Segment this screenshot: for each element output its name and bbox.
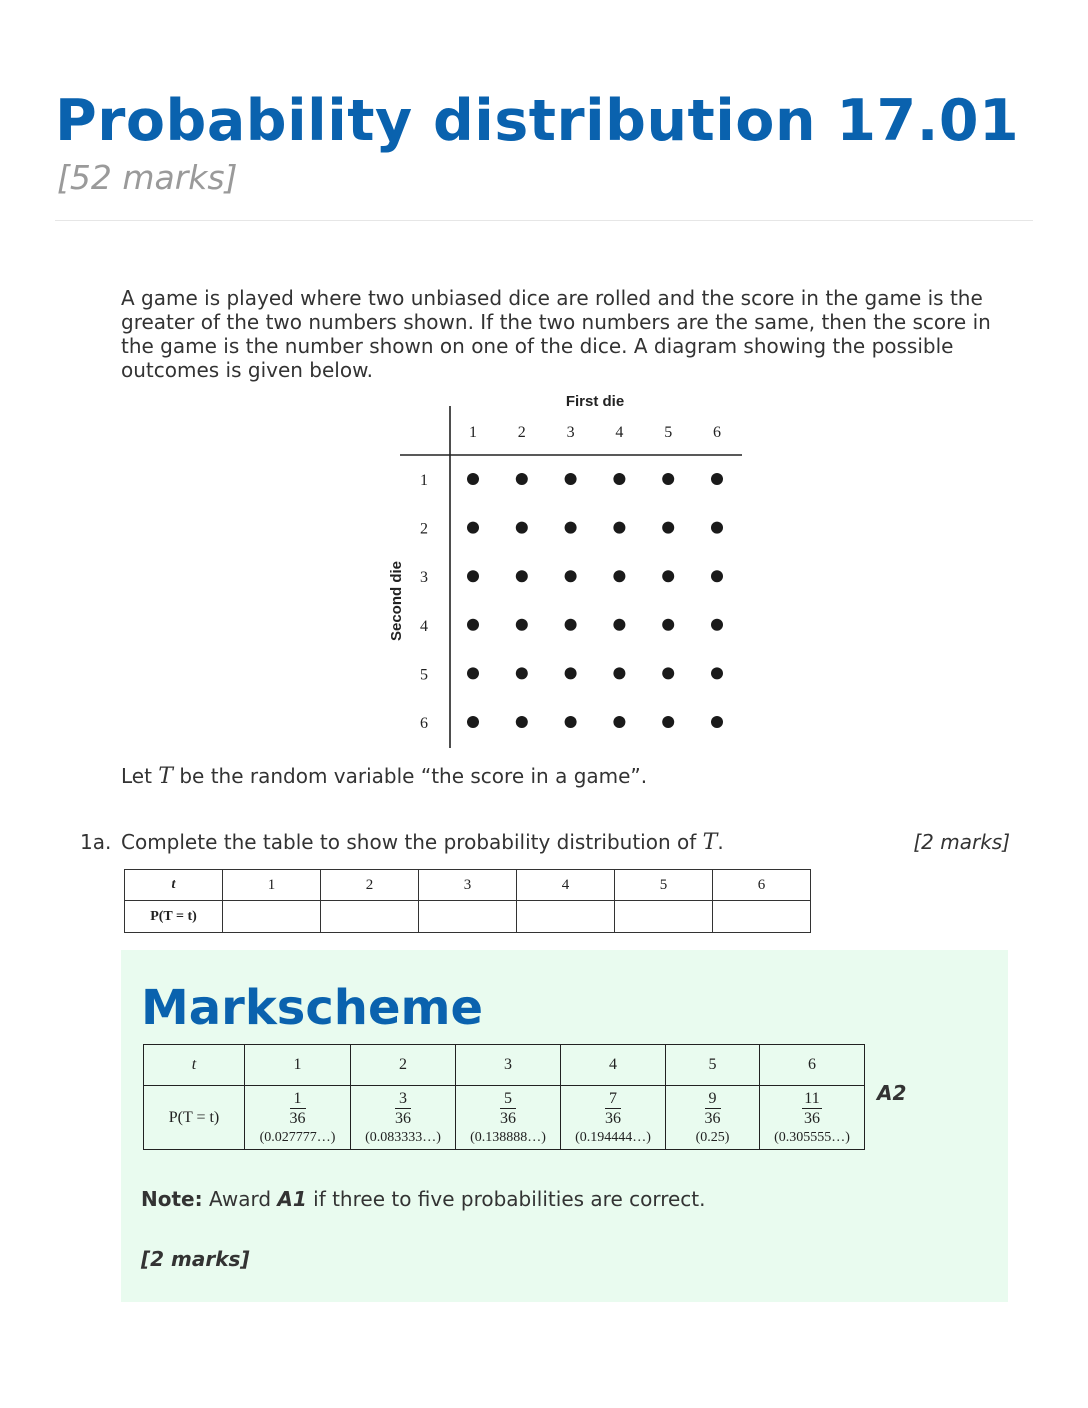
outcome-dot — [516, 667, 528, 679]
outcome-dot — [516, 473, 528, 485]
answer-cell[interactable] — [615, 901, 713, 933]
markscheme-panel — [121, 950, 1008, 1302]
probability-cell: $\frac{5}{36}$ (0.138888…) — [456, 1086, 561, 1150]
outcome-dot — [662, 570, 674, 582]
outcome-dot — [711, 570, 723, 582]
outcome-dot — [662, 667, 674, 679]
table-header-t: t — [144, 1045, 245, 1086]
outcome-dot — [467, 570, 479, 582]
outcome-dot — [711, 667, 723, 679]
outcome-dot — [711, 716, 723, 728]
outcome-dot — [662, 473, 674, 485]
probability-cell: $\frac{9}{36}$ (0.25) — [666, 1086, 760, 1150]
outcome-dot — [467, 716, 479, 728]
table-cell-t: 6 — [713, 870, 811, 901]
outcome-dot — [613, 570, 625, 582]
award-code: A2 — [877, 1081, 907, 1105]
outcome-dot — [516, 619, 528, 631]
let-statement: Let T be the random variable “the score in a game”. — [121, 764, 648, 789]
outcome-dot — [516, 522, 528, 534]
outcome-dot — [613, 619, 625, 631]
table-cell-t: 4 — [561, 1045, 666, 1086]
markscheme-note: Note: Award A1 if three to five probabilities are correct. — [141, 1187, 706, 1211]
dice-outcome-diagram — [380, 388, 750, 753]
outcome-dot — [467, 667, 479, 679]
row-label: 2 — [420, 520, 428, 538]
outcome-dot — [613, 716, 625, 728]
answer-cell[interactable] — [713, 901, 811, 933]
outcome-dot — [565, 716, 577, 728]
outcome-dot — [467, 619, 479, 631]
table-cell-t: 4 — [517, 870, 615, 901]
outcome-dot — [565, 522, 577, 534]
table-row — [125, 870, 811, 901]
table-cell-t: 6 — [760, 1045, 865, 1086]
outcome-dot — [711, 619, 723, 631]
markscheme-marks: [2 marks] — [141, 1247, 250, 1271]
outcome-dot — [565, 619, 577, 631]
outcome-dot — [711, 522, 723, 534]
markscheme-table — [143, 1044, 865, 1150]
answer-cell[interactable] — [321, 901, 419, 933]
outcome-dot — [565, 473, 577, 485]
table-header-t: t — [125, 870, 223, 901]
row-label: 6 — [420, 715, 428, 732]
outcome-dot — [565, 667, 577, 679]
probability-cell: $\frac{11}{36}$ (0.305555…) — [760, 1086, 865, 1150]
total-marks: [52 marks] — [57, 158, 238, 197]
row-label: 5 — [420, 666, 428, 684]
probability-cell: $\frac{7}{36}$ (0.194444…) — [561, 1086, 666, 1150]
table-cell-t: 5 — [615, 870, 713, 901]
answer-cell[interactable] — [517, 901, 615, 933]
first-die-label: First die — [565, 393, 625, 410]
table-cell-t: 3 — [419, 870, 517, 901]
row-label: 1 — [420, 472, 428, 489]
outcome-dot — [662, 522, 674, 534]
answer-cell[interactable] — [223, 901, 321, 933]
column-label: 2 — [517, 424, 526, 441]
outcome-dot — [662, 716, 674, 728]
probability-cell: $\frac{3}{36}$ (0.083333…) — [351, 1086, 456, 1150]
outcome-dot — [467, 473, 479, 485]
column-label: 3 — [566, 424, 575, 441]
answer-cell[interactable] — [419, 901, 517, 933]
column-label: 4 — [615, 424, 624, 441]
question-table — [124, 869, 811, 933]
table-cell-t: 2 — [321, 870, 419, 901]
table-row — [125, 901, 811, 933]
table-cell-t: 1 — [223, 870, 321, 901]
outcome-dot — [662, 619, 674, 631]
outcome-dot — [467, 522, 479, 534]
outcome-dot — [516, 716, 528, 728]
probability-cell: $\frac{1}{36}$ (0.027777…) — [245, 1086, 351, 1150]
table-cell-t: 3 — [456, 1045, 561, 1086]
outcome-dot — [613, 473, 625, 485]
second-die-label: Second die — [388, 560, 405, 642]
header-divider — [55, 220, 1033, 221]
table-row — [144, 1086, 865, 1150]
outcome-dot — [565, 570, 577, 582]
table-cell-t: 5 — [666, 1045, 760, 1086]
markscheme-title: Markscheme — [141, 980, 484, 1036]
column-label: 5 — [664, 424, 673, 441]
row-label: 3 — [420, 569, 428, 587]
table-header-probability: P(T = t) — [144, 1086, 245, 1150]
variable-t: T — [158, 764, 173, 789]
outcome-dot — [613, 667, 625, 679]
question-marks: [2 marks] — [913, 830, 1010, 854]
intro-paragraph: A game is played where two unbiased dice are rolled and the score in the game is the greater of the two numbers shown. If the two numbers are the same, then the score in the game is the number shown on one of the dice. A diagram showing the possible outcomes is given below. — [121, 286, 991, 382]
column-label: 6 — [713, 424, 721, 441]
question-number: 1a. — [80, 830, 112, 854]
column-label: 1 — [469, 424, 477, 441]
table-row — [144, 1045, 865, 1086]
row-label: 4 — [420, 617, 428, 635]
question-text: Complete the table to show the probability distribution of T. — [121, 830, 724, 855]
variable-t: T — [702, 830, 718, 855]
table-cell-t: 1 — [245, 1045, 351, 1086]
table-header-probability: P(T = t) — [125, 901, 223, 933]
outcome-dot — [516, 570, 528, 582]
page-title: Probability distribution 17.01 — [55, 88, 1020, 154]
outcome-dot — [711, 473, 723, 485]
table-cell-t: 2 — [351, 1045, 456, 1086]
outcome-dot — [613, 522, 625, 534]
